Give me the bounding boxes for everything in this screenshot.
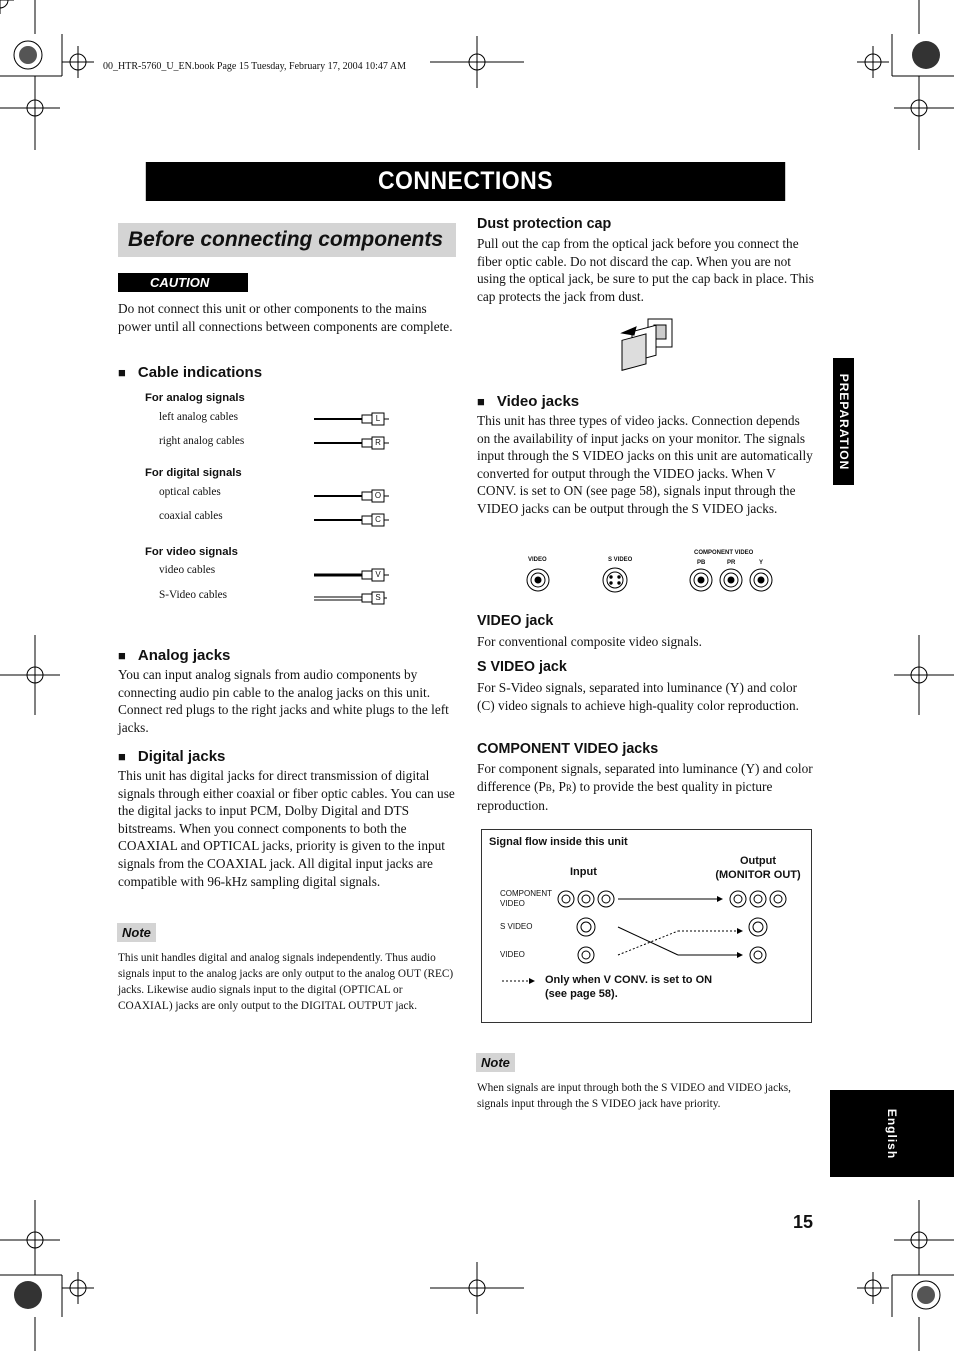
cable-indications-heading: ■ Cable indications — [118, 364, 263, 381]
svideo-jack-heading: S VIDEO jack — [477, 659, 567, 675]
cable-group-analog-title: For analog signals — [145, 392, 245, 404]
signal-flow-legend-2: (see page 58). — [545, 988, 618, 1000]
note-label-1: Note — [117, 923, 156, 942]
caution-text: Do not connect this unit or other components to the mains power until all connections between components are complete. — [118, 301, 453, 334]
plug-code-R: R — [375, 438, 381, 447]
plug-code-S: S — [375, 593, 381, 602]
signal-row-component-1: COMPONENT — [500, 889, 552, 898]
dust-cap-illustration — [612, 315, 678, 375]
analog-jacks-heading: ■ Analog jacks — [118, 647, 231, 664]
digital-jacks-text: This unit has digital jacks for direct transmission of digital signals through either coaxial or fiber optic cables. You can use the digital jacks to input PCM, Dolby Digital and DTS bitstreams. When you connect components to both the COAXIAL and OPTICAL jacks, priority is given to the input signals from the COAXIAL jack. All digital input jacks are compatible with 96-kHz sampling digital signals. — [118, 768, 455, 889]
fig-label-component: COMPONENT VIDEO — [694, 550, 754, 556]
component-jacks-text: For component signals, separated into luminance (Y) and color difference (PB, PR) to provide the best quality in picture reproduction. — [477, 761, 813, 814]
plug-code-L: L — [375, 414, 381, 423]
page-title: CONNECTIONS — [146, 162, 785, 201]
fig-label-pr: PR — [727, 560, 736, 566]
caution-label: CAUTION — [118, 273, 248, 292]
digital-jacks-heading: ■ Digital jacks — [118, 748, 226, 765]
fig-label-svideo: S VIDEO — [608, 557, 633, 563]
cable-label-optical: optical cables — [159, 486, 221, 498]
video-jacks-heading: ■ Video jacks — [477, 393, 580, 410]
signal-row-component-2: VIDEO — [500, 899, 525, 908]
cable-group-digital-title: For digital signals — [145, 467, 242, 479]
plug-code-C: C — [375, 515, 381, 524]
cable-label-right-analog: right analog cables — [159, 435, 245, 447]
note-text-1: This unit handles digital and analog signals independently. Thus audio signals input to the analog jacks are only output to the analog OUT (REC) jacks. Likewise audio signals input to the digital (OPTICAL or COAXIAL) jacks are only output to the DIGITAL OUTPUT jack. — [118, 952, 454, 1012]
plug-code-V: V — [375, 570, 381, 579]
page-number: 15 — [792, 1212, 813, 1232]
fig-label-video: VIDEO — [528, 557, 547, 563]
signal-row-video: VIDEO — [500, 950, 525, 959]
signal-flow-output-label-2: (MONITOR OUT) — [715, 869, 801, 881]
plug-code-O: O — [374, 491, 382, 500]
signal-row-svideo: S VIDEO — [500, 922, 533, 931]
fig-label-pb: PB — [697, 560, 706, 566]
signal-flow-input-label: Input — [570, 866, 597, 878]
file-info-header: 00_HTR-5760_U_EN.book Page 15 Tuesday, February 17, 2004 10:47 AM — [103, 61, 406, 72]
note-text-2: When signals are input through both the S VIDEO and VIDEO jacks, signals input through the S VIDEO jack have priority. — [477, 1082, 791, 1110]
video-jacks-text: This unit has three types of video jacks. Connection depends on the availability of input jacks on your monitor. The signals input through the S VIDEO jacks on this unit are automatically converted for output through the VIDEO jacks. When V CONV. is set to ON (see page 58), signals input through the VIDEO jacks can be output through the S VIDEO jacks. — [477, 413, 813, 516]
note-label-2: Note — [476, 1053, 515, 1072]
cable-label-left-analog: left analog cables — [159, 411, 239, 423]
dust-cap-heading: Dust protection cap — [477, 216, 612, 232]
cable-label-coaxial: coaxial cables — [159, 510, 223, 522]
video-jack-heading: VIDEO jack — [477, 613, 554, 629]
analog-jacks-text: You can input analog signals from audio components by connecting audio pin cable to the analog jacks on this unit. Connect red plugs to the right jacks and white plugs to the left jacks. — [118, 667, 449, 735]
video-jacks-illustration — [520, 565, 780, 597]
signal-flow-output-label-1: Output — [739, 855, 777, 867]
cable-label-video: video cables — [159, 564, 216, 576]
component-jacks-heading: COMPONENT VIDEO jacks — [477, 741, 659, 757]
signal-flow-title: Signal flow inside this unit — [489, 836, 628, 848]
dust-cap-text: Pull out the cap from the optical jack before you connect the fiber optic cable. Do not discard the cap. When you are not using the optical jack, be sure to put the cap back in place. This cap protects the jack from dust. — [477, 236, 814, 304]
fig-label-y: Y — [759, 560, 764, 566]
signal-flow-legend-1: Only when V CONV. is set to ON — [545, 974, 713, 986]
section-subtitle: Before connecting components — [118, 223, 456, 257]
side-tab-english: English — [830, 1090, 954, 1177]
svideo-jack-text: For S-Video signals, separated into luminance (Y) and color (C) video signals to achieve high-quality color reproduction. — [477, 680, 799, 713]
cable-label-svideo: S-Video cables — [159, 589, 228, 601]
cable-group-video-title: For video signals — [145, 546, 238, 558]
video-jack-text: For conventional composite video signals. — [477, 634, 702, 649]
side-tab-preparation: PREPARATION — [833, 358, 854, 485]
